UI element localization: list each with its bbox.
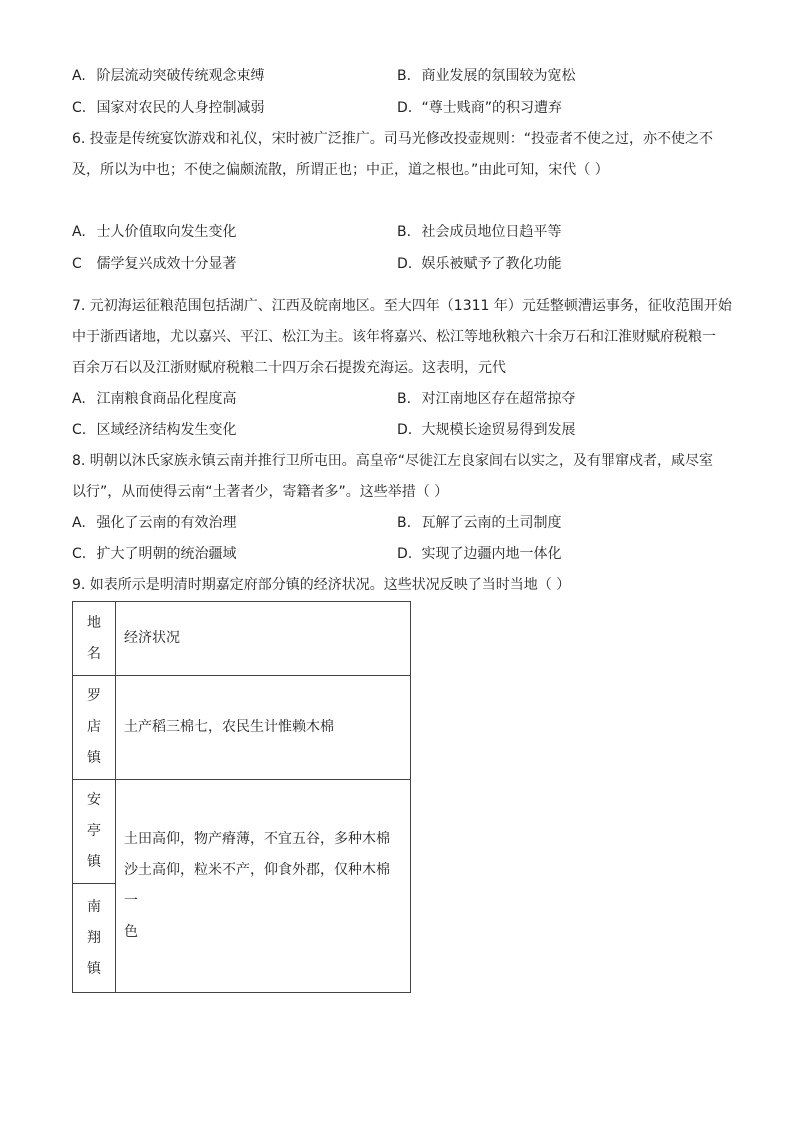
- q8-stem-line-1: 8. 明朝以沐氏家族永镇云南并推行卫所屯田。高皇帝“尽徙江左良家闾右以实之，及有罪窜戍者，咸尽室: [72, 453, 714, 469]
- economy-line: 沙土高仰，粒米不产，仰食外郡，仅种木棉一: [124, 862, 390, 909]
- q8-stem-line-2: 以行”，从而使得云南“土著者少，寄籍者多”。这些举措（ ）: [72, 484, 449, 500]
- option-letter: C: [72, 256, 82, 272]
- place-name-nanxiang: [73, 884, 116, 993]
- option-letter: A.: [72, 68, 86, 84]
- place-name-luodian: [73, 676, 116, 780]
- q5-option-b: [397, 66, 575, 86]
- option-letter: C.: [72, 422, 87, 438]
- q8-option-a: [72, 513, 236, 533]
- economy-line: 色: [124, 924, 138, 940]
- option-text: 江南粮食商品化程度高: [96, 391, 237, 407]
- option-text: 娱乐被赋予了教化功能: [421, 256, 562, 272]
- option-text: 强化了云南的有效治理: [96, 515, 237, 531]
- q7-option-a: [72, 389, 236, 409]
- q6-option-b: [397, 222, 561, 242]
- option-letter: D.: [397, 100, 413, 116]
- place-char: 罗: [87, 688, 101, 704]
- option-text: 士人价值取向发生变化: [96, 224, 237, 240]
- place-char: 镇: [87, 960, 101, 977]
- place-char: 亭: [87, 823, 101, 839]
- header-char: 地: [87, 614, 101, 631]
- option-letter: A.: [72, 515, 86, 531]
- option-text: 区域经济结构发生变化: [96, 422, 237, 438]
- q7-stem-line-2: 中于浙西诸地，尤以嘉兴、平江、松江为主。该年将嘉兴、松江等地秋粮六十余万石和江淮财赋府税粮一: [72, 329, 716, 345]
- option-text: 国家对农民的人身控制减弱: [96, 100, 265, 116]
- option-text: 瓦解了云南的土司制度: [421, 515, 562, 531]
- q9-stem-line-1: 9. 如表所示是明清时期嘉定府部分镇的经济状况。这些状况反映了当时当地（ ）: [72, 577, 571, 593]
- option-text: “尊士贱商”的积习遭弃: [421, 100, 562, 116]
- header-economy: 经济状况: [116, 602, 411, 676]
- q7-option-b: [397, 389, 575, 409]
- table-header-row: [73, 602, 411, 676]
- option-letter: B.: [397, 391, 412, 407]
- option-letter: B.: [397, 224, 412, 240]
- q5-option-d: [397, 98, 562, 118]
- option-letter: B.: [397, 515, 412, 531]
- q8-option-b: [397, 513, 561, 533]
- q7-option-c: [72, 420, 236, 440]
- place-name-anting: [73, 780, 116, 884]
- option-text: 实现了边疆内地一体化: [421, 546, 562, 562]
- option-text: 对江南地区存在超常掠夺: [421, 391, 576, 407]
- place-char: 翔: [87, 929, 101, 946]
- option-text: 商业发展的氛围较为宽松: [421, 68, 576, 84]
- option-letter: C.: [72, 546, 87, 562]
- place-char: 安: [87, 792, 101, 808]
- q8-option-c: [72, 544, 236, 564]
- q7-option-d: [397, 420, 575, 440]
- economy-merged-cell: [116, 780, 411, 993]
- place-char: 南: [87, 898, 101, 915]
- option-text: 儒学复兴成效十分显著: [96, 256, 237, 272]
- header-char: 名: [87, 645, 101, 662]
- option-text: 大规模长途贸易得到发展: [421, 422, 576, 438]
- q5-option-c: [72, 98, 264, 118]
- economy-luodian: 土产稻三棉七，农民生计惟赖木棉: [116, 676, 411, 780]
- option-letter: C.: [72, 100, 87, 116]
- q6-stem-line-1: 6. 投壶是传统宴饮游戏和礼仪，宋时被广泛推广。司马光修改投壶规则：“投壶者不使之过，亦不使之不: [72, 131, 714, 147]
- place-char: 店: [87, 719, 101, 735]
- header-place-name: [73, 602, 116, 676]
- option-text: 阶层流动突破传统观念束缚: [96, 68, 265, 84]
- option-letter: A.: [72, 391, 86, 407]
- q6-stem-line-2: 及，所以为中也；不使之偏颇流散，所谓正也；中正，道之根也。”由此可知，宋代（ ）: [72, 162, 609, 178]
- option-letter: D.: [397, 546, 413, 562]
- option-text: 社会成员地位日趋平等: [421, 224, 562, 240]
- q8-option-d: [397, 544, 561, 564]
- q6-option-c: [72, 254, 236, 274]
- option-text: 扩大了明朝的统治疆域: [96, 546, 237, 562]
- q5-option-a: [72, 66, 264, 86]
- option-letter: D.: [397, 256, 413, 272]
- place-char: 镇: [87, 854, 101, 870]
- option-letter: A.: [72, 224, 86, 240]
- economy-line: 土田高仰，物产瘠薄，不宜五谷，多种木棉: [124, 831, 390, 847]
- table-row: [73, 676, 411, 780]
- place-char: 镇: [87, 750, 101, 766]
- q6-option-d: [397, 254, 561, 274]
- option-letter: B.: [397, 68, 412, 84]
- economy-table: [72, 601, 411, 993]
- q7-stem-line-1: 7. 元初海运征粮范围包括湖广、江西及皖南地区。至大四年（1311 年）元廷整顿漕运事务，征收范围开始: [72, 298, 732, 314]
- q6-option-a: [72, 222, 236, 242]
- table-row: [73, 780, 411, 884]
- q7-stem-line-3: 百余万石以及江浙财赋府税粮二十四万余石提拨充海运。这表明，元代: [72, 360, 506, 376]
- option-letter: D.: [397, 422, 413, 438]
